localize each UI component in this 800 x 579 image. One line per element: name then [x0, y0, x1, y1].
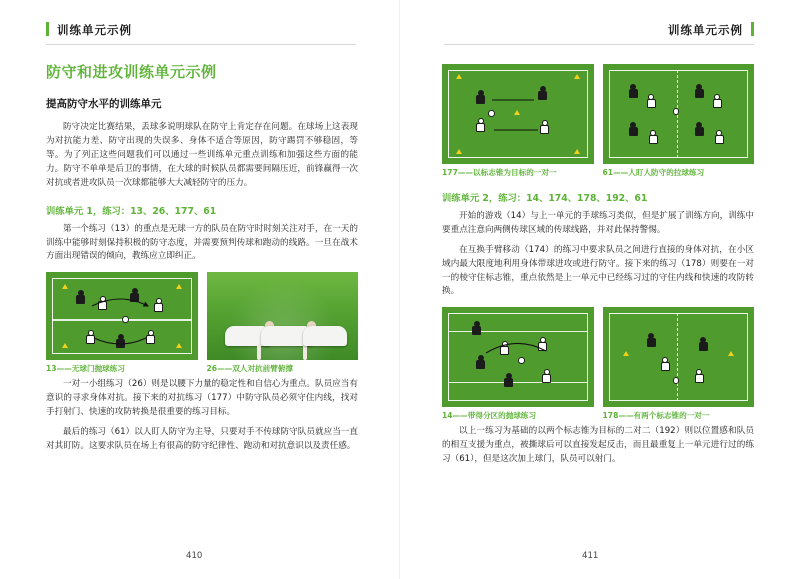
- figure-14-diagram: [442, 307, 594, 407]
- running-head-right-text: 训练单元示例: [668, 23, 743, 37]
- running-head-left: [46, 22, 132, 38]
- figure-177-diagram: [442, 64, 594, 164]
- accent-rule-right: [751, 22, 754, 36]
- figure-61-diagram: [603, 64, 755, 164]
- right-page-column: [442, 56, 754, 473]
- figure-177: [442, 64, 594, 178]
- running-head-left-text: 训练单元示例: [57, 23, 132, 37]
- figure-178: [603, 307, 755, 421]
- unit-2-heading: 训练单元 2，练习：14、174、178、192、61: [442, 192, 648, 204]
- figure-178-caption: 178——有两个标志锥的一对一: [602, 411, 710, 421]
- figure-13-diagram: [46, 272, 198, 360]
- section-subtitle: 提高防守水平的训练单元: [46, 98, 162, 110]
- accent-rule-left: [46, 22, 49, 36]
- figure-26: [207, 272, 359, 374]
- figure-13-caption: 13——无球门抛球练习: [46, 364, 125, 374]
- left-paragraph-2: 一对一小组练习（26）则是以腰下力量的稳定性和自信心为重点。队员应当有意识的寻求身体对抗。接下来的对抗练习（177）中防守队员必须守住内线，找对手打射门、快速的攻防转换是很重要的练习目标。: [46, 379, 358, 418]
- figure-61-caption: 61——人盯人防守的拉球练习: [602, 168, 705, 177]
- figure-14: [442, 307, 594, 421]
- unit-2-paragraph-2: 在互换手臂移动（174）的练习中要求队员之间进行直接的身体对抗，在小区域内最大限度地利用身体带球进攻或进行防守。接下来的练习（178）则要在一对一的棱守住标志锥，重点依然是上一单元中已经练习过的守住内线和快速的攻防转换。: [442, 244, 754, 297]
- unit-1-paragraph: 第一个练习（13）的重点是无球一方的队员在防守时时刻关注对手，在一天的训练中能够时刻保持积极的防守态度，并需要预判传球和跑动的线路。一旦在战术方面出现错误的倾向，教练应立即纠正。: [46, 223, 358, 262]
- left-figure-row: [46, 272, 358, 374]
- figure-178-diagram: [603, 307, 755, 407]
- figure-14-caption: 14——带得分区的抛球练习: [442, 411, 537, 421]
- left-page-column: [46, 56, 358, 460]
- unit-1-heading: 训练单元 1，练习：13、26、177、61: [46, 205, 217, 217]
- running-head-right: [668, 22, 754, 38]
- figure-177-caption: 177——以标志锥为目标的一对一: [442, 168, 557, 177]
- intro-paragraph: 防守决定比赛结果，丢球多说明球队在防守上肯定存在问题。在球场上这表现为对抗能力差、防守出现的失误多、身体不适合等原因，防守踢罚不够稳固，等等。为了列正这些问题我们可以通过一些训练单元重点训练和加强这些方面的能力。防守不单单是后卫的事情，在大球的时候队员都需要间隔压近，前锋赢得一次对抗或者进攻队员一次球都能够大大减轻防守的压力。: [46, 122, 358, 188]
- figure-26-caption: 26——双人对抗前臂俯撑: [206, 364, 294, 374]
- header-hairline-left: [46, 44, 356, 45]
- unit-2-paragraph-1: 开始的游戏（14）与上一单元的手球练习类似，但是扩展了训练方向，训练中要重点注意向两侧传球区域的传球线路，并对此保持警惕。: [442, 210, 754, 235]
- page-gutter: [399, 0, 400, 579]
- right-closing-paragraph: 以上一练习为基础的以两个标志锥为目标的二对二（192）则以位置感和队员的相互支援为重点，被撕球后可以直接发起反击，而且最重复上一单元进行过的练习（61），但是这次加上球门，队员可以射门。: [442, 426, 754, 465]
- figure-13: [46, 272, 198, 374]
- figure-26-photo: [207, 272, 359, 360]
- left-paragraph-3: 最后的练习（61）以人盯人防守为主导，只要对手不传球防守队员就应当一直对其盯防。这要求队员在场上有很高的防守纪律性、跑动和对抗意识以及责任感。: [46, 427, 358, 451]
- folio-left: 410: [186, 551, 203, 561]
- right-top-figure-row: [442, 64, 754, 178]
- right-bottom-figure-row: [442, 307, 754, 421]
- page-title: 防守和进攻训练单元示例: [46, 63, 217, 81]
- header-hairline-right: [444, 44, 754, 45]
- folio-right: 411: [582, 551, 599, 561]
- figure-61: [603, 64, 755, 178]
